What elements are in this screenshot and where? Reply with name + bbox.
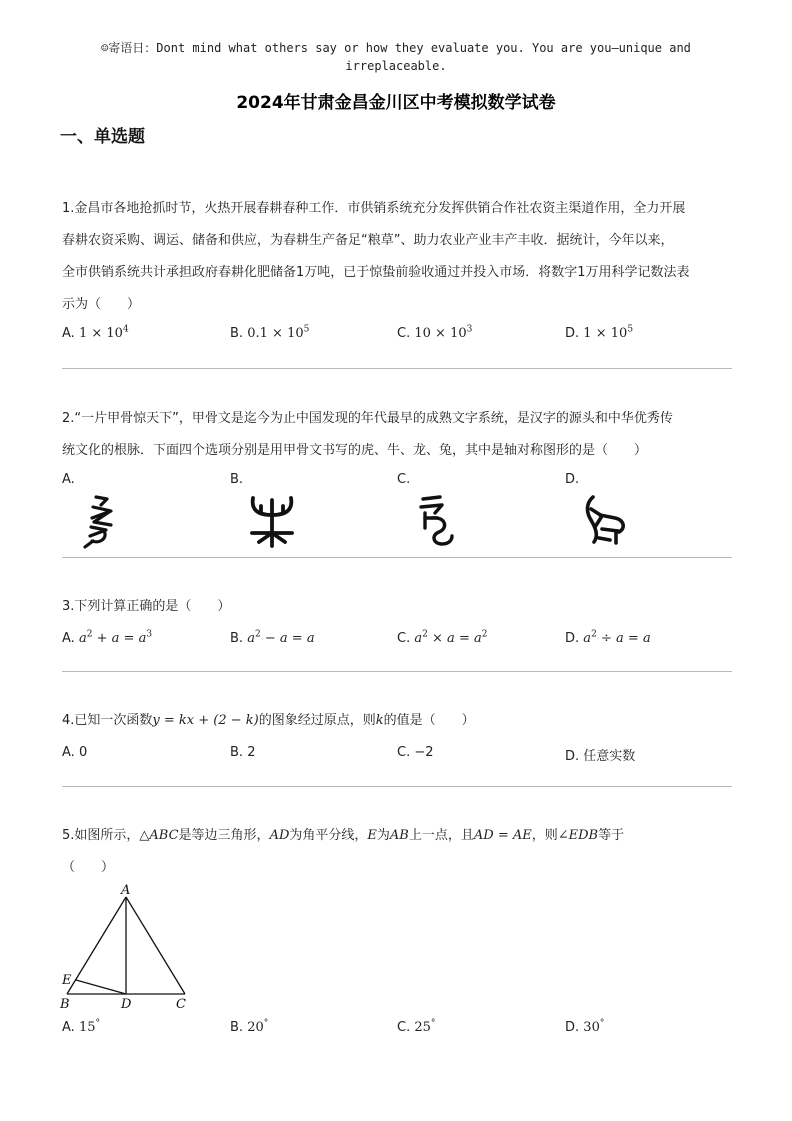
question-4-options [62, 745, 732, 767]
question-4-var: k [375, 713, 384, 728]
option-op: × [435, 326, 446, 341]
option-text: 2 [247, 745, 256, 760]
question-4-text [62, 705, 732, 737]
option-rhs: a [279, 631, 288, 646]
triangle-figure [58, 880, 198, 1012]
option-base: 10 [450, 326, 467, 341]
option-letter: C. [397, 326, 411, 341]
option-letter: D. [565, 749, 580, 764]
question-3-option-c[interactable] [397, 631, 488, 646]
question-5-option-a[interactable] [62, 1020, 100, 1035]
option-rhs: a [111, 631, 120, 646]
question-1-text [62, 193, 732, 321]
option-lhs: a [247, 631, 255, 646]
question-1-options [62, 326, 732, 348]
question-5-option-d[interactable] [565, 1020, 604, 1035]
option-op: × [432, 631, 443, 646]
q5-part: △ABC [139, 828, 179, 843]
q5-part: ∠EDB [557, 828, 599, 843]
option-letter: C. [397, 745, 411, 760]
exam-title: 2024年甘肃金昌金川区中考模拟数学试卷 [236, 93, 556, 113]
q5-part: E [367, 828, 377, 843]
question-1-line-2: 春耕农资采购、调运、储备和供应，为春耕生产备足“粮草”、助力农业产业丰产丰收．据统计，今年以来， [62, 233, 674, 248]
question-1-line-4: 示为（ ） [62, 297, 141, 312]
option-text: −2 [414, 745, 434, 760]
option-base: 10 [610, 326, 628, 341]
question-2-line-2: 统文化的根脉．下面四个选项分别是用甲骨文书写的虎、牛、龙、兔，其中是轴对称图形的是（ ） [62, 443, 648, 458]
option-lexp: 2 [591, 629, 597, 640]
option-letter: C. [397, 472, 411, 487]
question-4-option-d[interactable] [565, 745, 635, 764]
section-title: 一、单选题 [60, 127, 145, 147]
option-exp: 5 [627, 324, 634, 335]
question-2-option-b[interactable] [230, 472, 243, 487]
motto [60, 39, 732, 75]
label-d: D [121, 997, 132, 1012]
option-coef: 10 [414, 326, 431, 341]
option-lhs: a [583, 631, 592, 646]
segment-ed [76, 980, 126, 994]
option-letter: D. [565, 1020, 580, 1035]
option-letter: A. [62, 631, 75, 646]
option-coef: 1 [583, 326, 592, 341]
q5-part: 为角平分线， [289, 828, 368, 843]
option-exp: 3 [466, 324, 473, 335]
option-eq: = [123, 631, 135, 646]
side-ac [126, 897, 185, 994]
motto-line-1: ☺寄语日：Dont mind what others say or how they evaluate you. You are you—unique and [101, 41, 691, 55]
option-letter: B. [230, 326, 244, 341]
option-op: × [91, 326, 103, 341]
option-unit: ° [95, 1018, 100, 1029]
option-lhs: a [78, 631, 87, 646]
question-4-suffix: 的值是（ ） [383, 713, 475, 728]
option-letter: C. [397, 631, 411, 646]
option-unit: ° [599, 1018, 605, 1029]
option-res: a [474, 631, 482, 646]
option-letter: C. [397, 1020, 411, 1035]
side-ab [67, 897, 126, 994]
question-5-text [62, 820, 732, 884]
tiger-oracle-glyph-icon [80, 494, 120, 549]
option-eq: = [291, 631, 303, 646]
question-1-option-b[interactable] [230, 326, 309, 341]
option-value: 20 [247, 1020, 264, 1035]
option-rexp: 3 [146, 629, 153, 640]
option-text: 任意实数 [583, 749, 636, 764]
question-4-formula: y = kx + (2 − k) [152, 713, 259, 728]
option-letter: D. [565, 472, 580, 487]
option-lhs: a [414, 631, 423, 646]
label-b: B [60, 997, 70, 1012]
q5-part: 5.如图所示， [62, 828, 140, 843]
option-value: 25 [414, 1020, 431, 1035]
option-op: + [96, 631, 108, 646]
question-4-option-b[interactable] [230, 745, 255, 760]
question-2-option-a[interactable] [62, 472, 75, 487]
option-coef: 1 [78, 326, 88, 341]
question-3-line-1: 3.下列计算正确的是（ ） [62, 599, 231, 614]
q5-part: AB [389, 828, 409, 843]
question-5-line-2: （ ） [62, 860, 115, 875]
option-letter: A. [62, 1020, 75, 1035]
q5-part: 是等边三角形， [178, 828, 270, 843]
question-1-line-3: 全市供销系统共计承担政府春耕化肥储备1万吨，已于惊蛰前验收通过并投入市场．将数字1万用科学记数法表 [62, 265, 690, 280]
q5-part: 为 [376, 828, 390, 843]
q5-part: ，则 [531, 828, 558, 843]
question-1-line-1: 1.金昌市各地抢抓时节，火热开展春耕春种工作．市供销系统充分发挥供销合作社农资主渠道作用，全力开展 [62, 201, 686, 216]
question-2-text [62, 403, 732, 467]
option-text: 0 [78, 745, 88, 760]
option-lexp: 2 [86, 629, 93, 640]
option-letter: D. [565, 631, 580, 646]
option-letter: D. [565, 326, 580, 341]
question-5-option-c[interactable] [397, 1020, 435, 1035]
option-letter: B. [230, 631, 244, 646]
question-5-options [62, 1020, 732, 1042]
option-base: 10 [287, 326, 304, 341]
option-op: − [264, 631, 276, 646]
question-2-options [62, 472, 732, 552]
question-divider [62, 557, 732, 558]
q5-part: AD = AE [473, 828, 532, 843]
q5-part: 等于 [598, 828, 625, 843]
question-divider [62, 671, 732, 672]
option-value: 30 [583, 1020, 600, 1035]
question-2-option-c[interactable] [397, 472, 410, 487]
question-3-option-d[interactable] [565, 631, 651, 646]
label-a: A [121, 883, 131, 898]
option-op: ÷ [600, 631, 612, 646]
question-4-option-c[interactable] [397, 745, 434, 760]
question-divider [62, 786, 732, 787]
question-3-option-a[interactable] [62, 631, 152, 646]
question-4-prefix: 4.已知一次函数 [62, 713, 153, 728]
option-coef: 0.1 [247, 326, 268, 341]
ox-oracle-glyph-icon [246, 494, 298, 549]
option-rhs: a [615, 631, 624, 646]
option-rhs: a [447, 631, 455, 646]
option-letter: A. [62, 745, 75, 760]
option-eq: = [627, 631, 639, 646]
option-eq: = [458, 631, 470, 646]
question-3-option-b[interactable] [230, 631, 315, 646]
question-1-option-d[interactable] [565, 326, 633, 341]
question-2-line-1: 2.“一片甲骨惊天下”，甲骨文是迄今为止中国发现的年代最早的成熟文字系统，是汉字的源头和中华优秀传 [62, 411, 673, 426]
option-res: a [642, 631, 651, 646]
option-res: a [138, 631, 147, 646]
question-1-option-a[interactable] [62, 326, 129, 341]
option-unit: ° [430, 1018, 436, 1029]
option-lexp: 2 [422, 629, 428, 640]
motto-line-2: irreplaceable. [345, 59, 447, 73]
question-3-text [62, 591, 732, 623]
question-3-options [62, 631, 732, 653]
option-op: × [595, 326, 607, 341]
option-unit: ° [263, 1018, 269, 1029]
option-letter: A. [62, 472, 75, 487]
q5-part: 上一点，且 [408, 828, 474, 843]
option-letter: B. [230, 1020, 244, 1035]
label-e: E [62, 973, 72, 988]
label-c: C [176, 997, 186, 1012]
rabbit-oracle-glyph-icon [582, 494, 632, 549]
option-letter: B. [230, 745, 244, 760]
question-4-option-a[interactable] [62, 745, 87, 760]
question-4-mid: 的图象经过原点，则 [258, 713, 376, 728]
option-op: × [272, 326, 283, 341]
option-base: 10 [106, 326, 123, 341]
question-divider [62, 368, 732, 369]
q5-part: AD [269, 828, 290, 843]
question-1-option-c[interactable] [397, 326, 472, 341]
option-exp: 5 [303, 324, 310, 335]
option-res: a [306, 631, 315, 646]
option-exp: 4 [122, 324, 129, 335]
option-letter: A. [62, 326, 75, 341]
option-letter: B. [230, 472, 244, 487]
option-lexp: 2 [254, 629, 261, 640]
option-value: 15 [78, 1020, 96, 1035]
question-2-option-d[interactable] [565, 472, 579, 487]
option-rexp: 2 [481, 629, 488, 640]
question-5-option-b[interactable] [230, 1020, 268, 1035]
dragon-oracle-glyph-icon [416, 494, 458, 549]
question-5-line-1 [62, 820, 732, 852]
